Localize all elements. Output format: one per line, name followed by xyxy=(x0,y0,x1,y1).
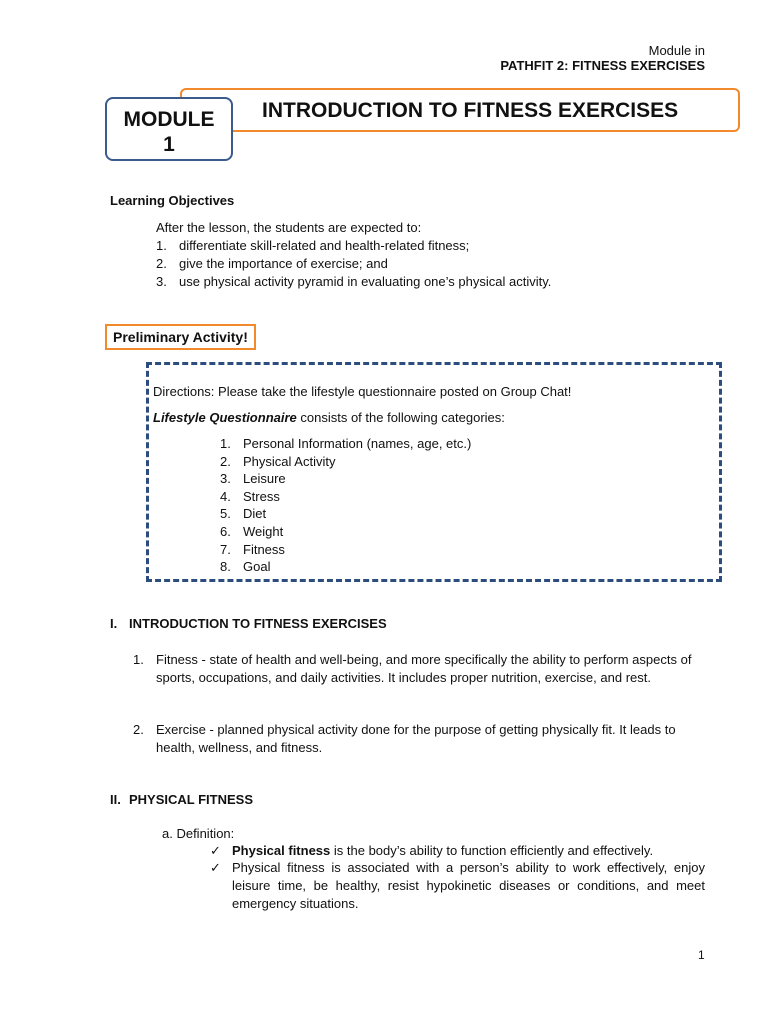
section-one-heading xyxy=(110,616,387,631)
objectives-intro: After the lesson, the students are expected to: xyxy=(156,220,422,235)
module-badge-label: MODULE xyxy=(123,108,215,131)
course-header: PATHFIT 2: FITNESS EXERCISES xyxy=(500,58,705,73)
list-number: 2. xyxy=(133,722,144,737)
questionnaire-intro xyxy=(153,409,505,427)
module-badge-number: 1 xyxy=(163,133,175,156)
list-number: 1. xyxy=(133,652,144,667)
preliminary-activity-label: Preliminary Activity! xyxy=(105,324,256,350)
category-list xyxy=(220,435,471,576)
learning-objectives-heading: Learning Objectives xyxy=(110,193,235,208)
list-item xyxy=(220,523,471,541)
questionnaire-description: consists of the following categories: xyxy=(296,410,505,425)
list-text: Leisure xyxy=(243,471,286,487)
exercise-definition: Exercise - planned physical activity done for the purpose of getting physically fit. It leads to health, wellness, and fitness. xyxy=(156,722,676,755)
section-numeral: II. xyxy=(110,792,121,807)
list-item xyxy=(210,859,705,913)
fitness-definition: Fitness - state of health and well-being, and more specifically the ability to perform aspects of sports, occupations, and daily activities. It includes proper nutrition, exercise, and rest. xyxy=(156,652,692,685)
definition-text: Physical fitness is associated with a person’s ability to work effectively, enjoy leisure time, be healthy, resist hypokinetic diseases or conditions, and meet emergency situations. xyxy=(232,860,705,911)
list-number: 2. xyxy=(220,453,231,469)
list-number: 3. xyxy=(156,274,167,289)
list-number: 1. xyxy=(156,238,167,253)
list-item xyxy=(220,435,471,453)
list-item xyxy=(156,273,716,291)
list-text: Fitness xyxy=(243,541,285,557)
check-icon: ✓ xyxy=(210,860,221,875)
list-text: give the importance of exercise; and xyxy=(179,256,388,271)
list-number: 7. xyxy=(220,541,231,557)
list-text: Diet xyxy=(243,506,267,522)
module-badge xyxy=(105,97,233,161)
list-number: 6. xyxy=(220,523,231,539)
objectives-list xyxy=(156,219,716,291)
list-item xyxy=(156,237,716,255)
list-text: Goal xyxy=(243,559,271,575)
definition-label: a. Definition: xyxy=(162,826,235,841)
directions-text: Directions: Please take the lifestyle questionnaire posted on Group Chat! xyxy=(153,384,572,399)
definition-text xyxy=(232,842,653,860)
list-item xyxy=(220,558,471,576)
list-text: Weight xyxy=(243,523,284,539)
page-title: INTRODUCTION TO FITNESS EXERCISES xyxy=(262,99,679,122)
section-title: PHYSICAL FITNESS xyxy=(129,792,254,807)
list-text: Physical Activity xyxy=(243,453,336,469)
list-number: 4. xyxy=(220,488,231,504)
list-item xyxy=(220,505,471,523)
list-number: 3. xyxy=(220,471,231,487)
list-number: 2. xyxy=(156,256,167,271)
check-icon: ✓ xyxy=(210,843,221,858)
definition-term: Physical fitness xyxy=(232,843,331,858)
list-item xyxy=(133,721,693,757)
section-numeral: I. xyxy=(110,616,118,631)
list-item xyxy=(210,842,705,860)
section-two-heading xyxy=(110,792,253,807)
list-item xyxy=(220,453,471,471)
list-item xyxy=(220,541,471,559)
list-item xyxy=(133,651,693,687)
list-item xyxy=(220,488,471,506)
list-number: 8. xyxy=(220,559,231,575)
list-item xyxy=(220,470,471,488)
list-item xyxy=(156,255,716,273)
list-text: differentiate skill-related and health-related fitness; xyxy=(179,238,470,253)
section-title: INTRODUCTION TO FITNESS EXERCISES xyxy=(129,616,387,631)
definition-body: is the body’s ability to function efficiently and effectively. xyxy=(330,843,654,858)
list-text: Stress xyxy=(243,488,280,504)
questionnaire-title: Lifestyle Questionnaire xyxy=(153,410,297,425)
list-number: 1. xyxy=(220,436,231,451)
module-header-line: Module in xyxy=(648,43,705,58)
list-number: 5. xyxy=(220,506,231,522)
page-number: 1 xyxy=(698,948,705,962)
list-text: Personal Information (names, age, etc.) xyxy=(243,436,472,451)
list-text: use physical activity pyramid in evaluating one’s physical activity. xyxy=(179,274,552,289)
